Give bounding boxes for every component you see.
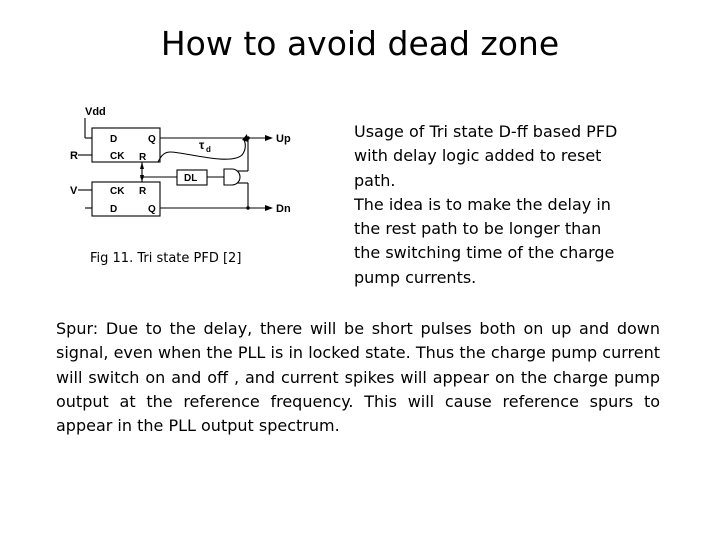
and-gate bbox=[224, 169, 240, 185]
dn-output-label: Dn bbox=[276, 203, 291, 215]
vdd-label: Vdd bbox=[85, 106, 106, 118]
side-line: Usage of Tri state D-ff based PFD bbox=[354, 122, 618, 141]
side-line: the switching time of the charge bbox=[354, 243, 615, 263]
circuit-wires bbox=[78, 118, 265, 216]
tri-state-pfd-diagram bbox=[60, 100, 310, 225]
top-d-pin: D bbox=[110, 134, 118, 145]
top-r-pin: R bbox=[139, 152, 147, 163]
side-line: The idea is to make the delay in bbox=[354, 194, 611, 214]
up-output-label: Up bbox=[276, 133, 291, 145]
top-q-pin: Q bbox=[148, 134, 156, 145]
top-ck-pin: CK bbox=[110, 151, 125, 162]
side-line: with delay logic added to reset bbox=[354, 146, 602, 166]
r-input-label: R bbox=[70, 150, 78, 162]
v-input-label: V bbox=[70, 185, 78, 197]
tau-label: τ bbox=[199, 138, 205, 152]
bottom-ck-pin: CK bbox=[110, 186, 125, 197]
side-line: the rest path to be longer than bbox=[354, 219, 602, 239]
figure-caption: Fig 11. Tri state PFD [2] bbox=[90, 251, 242, 266]
tau-subscript: d bbox=[206, 145, 211, 154]
side-line: pump currents. bbox=[354, 267, 477, 287]
side-description bbox=[354, 120, 654, 290]
spur-paragraph: Spur: Due to the delay, there will be short pulses both on up and down signal, even when the PLL is in locked state. Thus the charge pump current will switch on and off , and current spikes will appear on the charge pump output at the reference frequency. This will cause reference spurs to appear in the PLL output spectrum. bbox=[56, 319, 660, 436]
side-line: path. bbox=[354, 170, 396, 190]
bottom-q-pin: Q bbox=[148, 204, 156, 215]
slide-title: How to avoid dead zone bbox=[160, 24, 560, 63]
delay-label: DL bbox=[184, 173, 198, 184]
bottom-d-pin: D bbox=[110, 204, 118, 215]
bottom-r-pin: R bbox=[139, 186, 147, 197]
